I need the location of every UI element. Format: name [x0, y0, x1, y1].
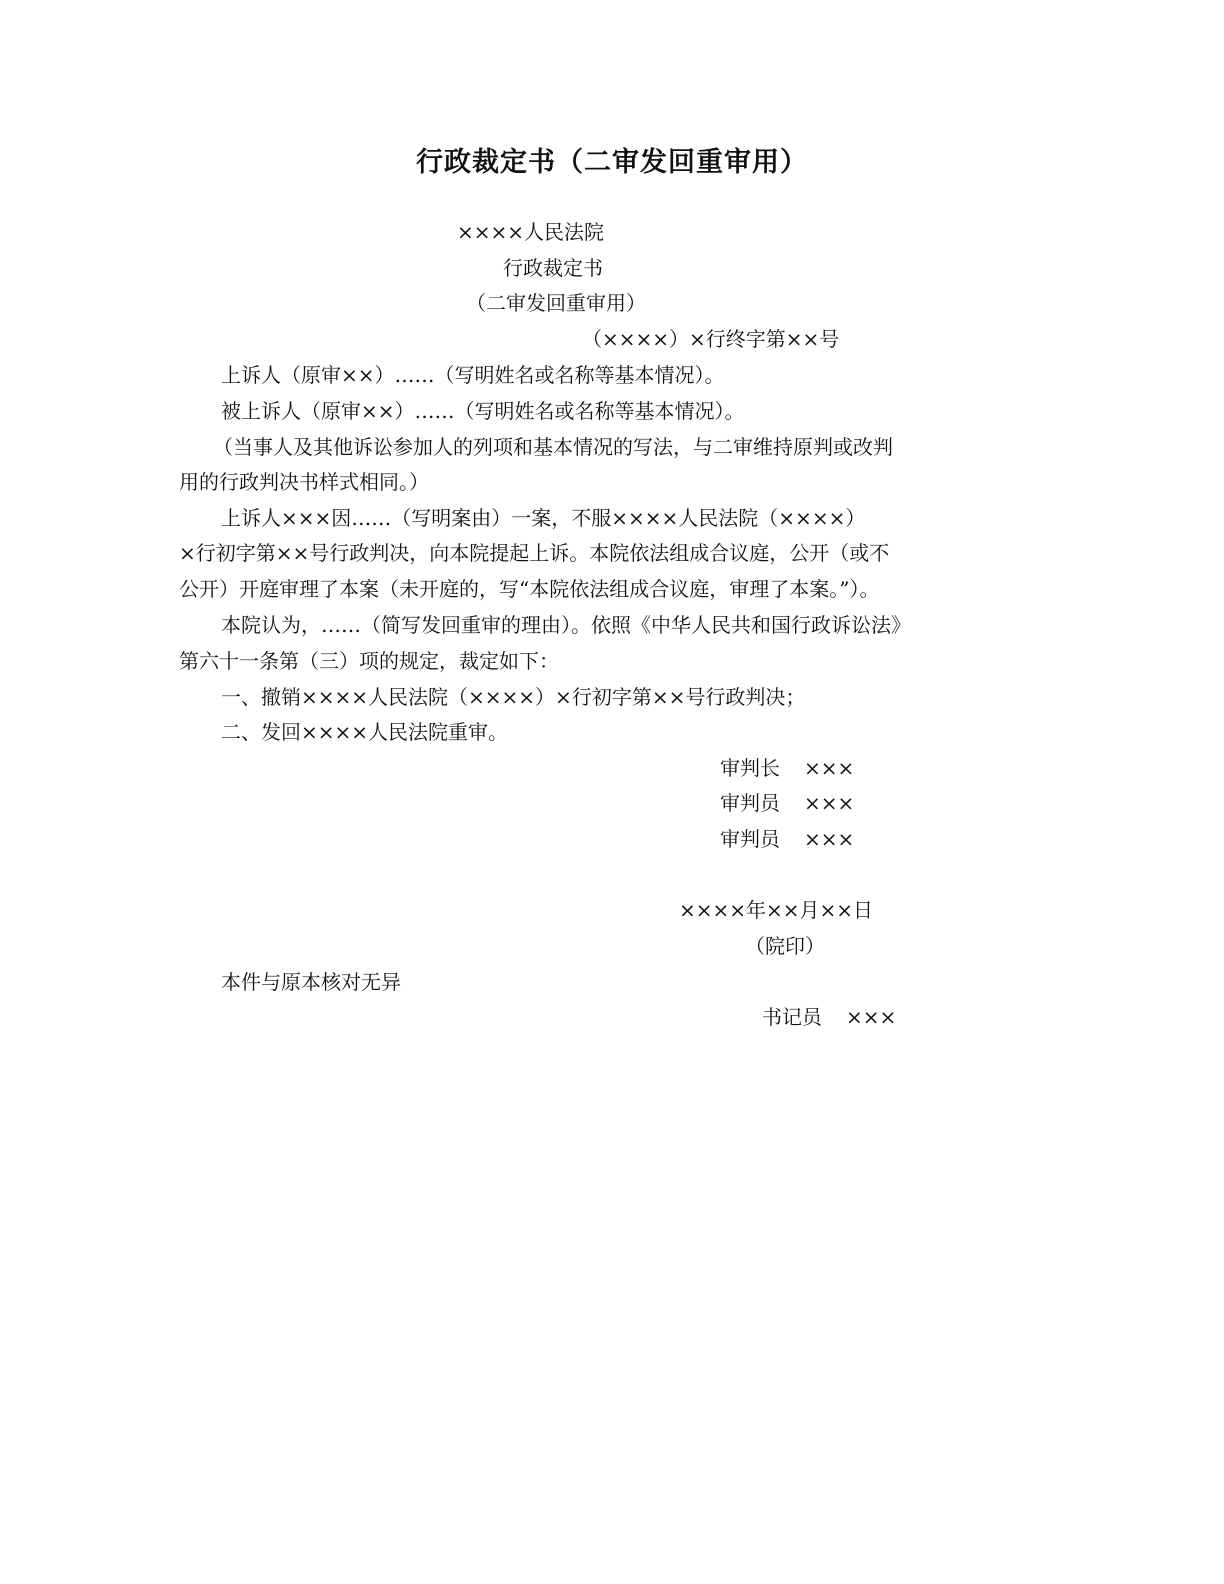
case-summary-line-2: ×行初字第××号行政判决，向本院提起上诉。本院依法组成合议庭，公开（或不 [179, 541, 890, 565]
reasoning-line-2: 第六十一条第（三）项的规定，裁定如下： [179, 649, 559, 673]
signature-role: 审判长 [720, 756, 780, 780]
signature-role: 审判员 [720, 791, 780, 815]
ruling-item-1: 一、撤销××××人民法院（××××）×行初字第××号行政判决； [221, 685, 806, 709]
court-name: ××××人民法院 [457, 220, 605, 244]
signature-name: ××× [804, 791, 855, 815]
parties-note-line-2: 用的行政判决书样式相同。） [179, 470, 429, 494]
clerk-role: 书记员 [762, 1005, 822, 1029]
signature-name: ××× [804, 756, 855, 780]
parties-note-line-1: （当事人及其他诉讼参加人的列项和基本情况的写法，与二审维持原判或改判 [213, 435, 893, 459]
signature-name: ××× [804, 827, 855, 851]
reasoning-line-1: 本院认为，……（简写发回重审的理由）。依照《中华人民共和国行政诉讼法》 [221, 613, 911, 637]
signature-presiding-judge [720, 756, 854, 780]
court-seal: （院印） [745, 934, 825, 958]
signature-judge-1 [720, 791, 854, 815]
document-title: 行政裁定书（二审发回重审用） [416, 147, 808, 178]
ruling-item-2: 二、发回××××人民法院重审。 [221, 720, 509, 744]
appellant-line: 上诉人（原审××）……（写明姓名或名称等基本情况）。 [221, 363, 725, 387]
signature-role: 审判员 [720, 827, 780, 851]
verification-note: 本件与原本核对无异 [221, 970, 401, 994]
document-kind: （二审发回重审用） [466, 291, 646, 315]
appellee-line: 被上诉人（原审××）……（写明姓名或名称等基本情况）。 [221, 399, 745, 423]
clerk-name: ××× [846, 1005, 897, 1029]
case-summary-line-1: 上诉人×××因……（写明案由）一案，不服××××人民法院（××××） [221, 506, 866, 530]
document-name: 行政裁定书 [503, 256, 603, 280]
signature-clerk [762, 1005, 896, 1029]
ruling-date: ××××年××月××日 [679, 898, 874, 922]
case-number: （××××）×行终字第××号 [582, 327, 840, 351]
case-summary-line-3: 公开）开庭审理了本案（未开庭的，写“本院依法组成合议庭，审理了本案。”）。 [179, 577, 880, 601]
signature-judge-2 [720, 827, 854, 851]
